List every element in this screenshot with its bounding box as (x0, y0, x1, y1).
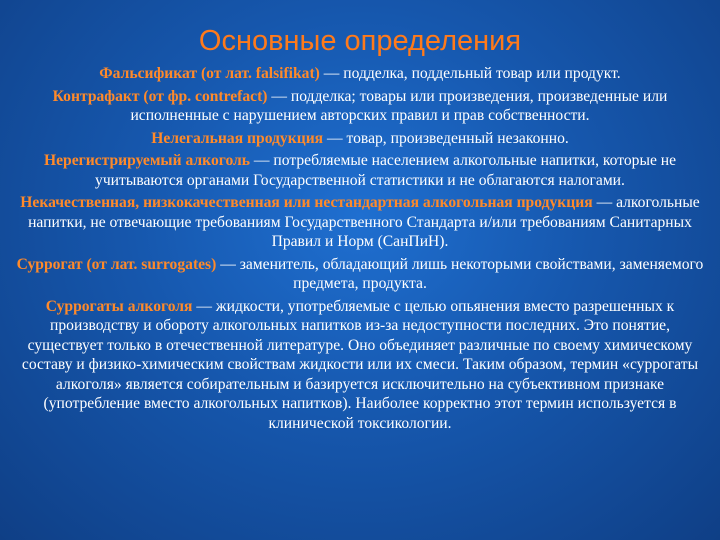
definition-term: Суррогат (от лат. surrogates) (16, 255, 217, 273)
definition-term: Суррогаты алкоголя (45, 297, 193, 315)
definition-text: — заменитель, обладающий лишь некоторыми свойствами, заменяемого предмета, продукта. (216, 255, 704, 292)
definition-term: Фальсификат (от лат. falsifikat) (99, 65, 320, 82)
definition-surrogate (14, 255, 706, 294)
definition-text: — алкогольные напитки, не отвечающие требованиям Государственного Стандарта и/или требованиям Санитарных Правил и Норм (СанПиН). (28, 194, 700, 250)
definition-term: Нерегистрируемый алкоголь (43, 152, 251, 169)
definition-text: — товар, произведенный незаконно. (323, 129, 569, 147)
definition-text: — подделка, поддельный товар или продукт. (319, 65, 621, 82)
definition-unregistered-alcohol (14, 151, 706, 190)
definition-term: Контрафакт (от фр. contrefact) (52, 87, 268, 105)
slide-title: Основные определения (198, 25, 522, 57)
definition-term: Некачественная, низкокачественная или нестандартная алкогольная продукция (20, 194, 593, 211)
definition-text: — жидкости, употребляемые с целью опьянения вместо разрешенных к производству и обороту алкогольных напитков из-за недоступности последних. Это понятие, существует только в отечественной литературе. Оно объединяет различные по своему химическому составу и физико-химическим свойствам жидкости или их смеси. Таким образом, термин «суррогаты алкоголя» является собирательным и базируется исключительно на субъективном признаке (употребление вместо алкогольных напитков). Наиболее корректно этот термин используется в клинической токсикологии. (21, 297, 699, 432)
definition-substandard-alcohol (14, 193, 706, 252)
definition-term: Нелегальная продукция (151, 129, 324, 147)
definition-text: — подделка; товары или произведения, произведенные или исполненные с нарушением авторских правил и прав собственности. (130, 87, 668, 124)
definition-falsifikat (14, 64, 706, 84)
definition-kontrafakt (14, 87, 706, 126)
definition-text: — потребляемые населением алкогольные напитки, которые не учитываются органами Государственной статистики и не облагаются налогами. (95, 152, 677, 189)
definitions-list (14, 64, 706, 433)
definition-illegal-product (14, 129, 706, 149)
definition-alcohol-surrogates (14, 297, 706, 434)
